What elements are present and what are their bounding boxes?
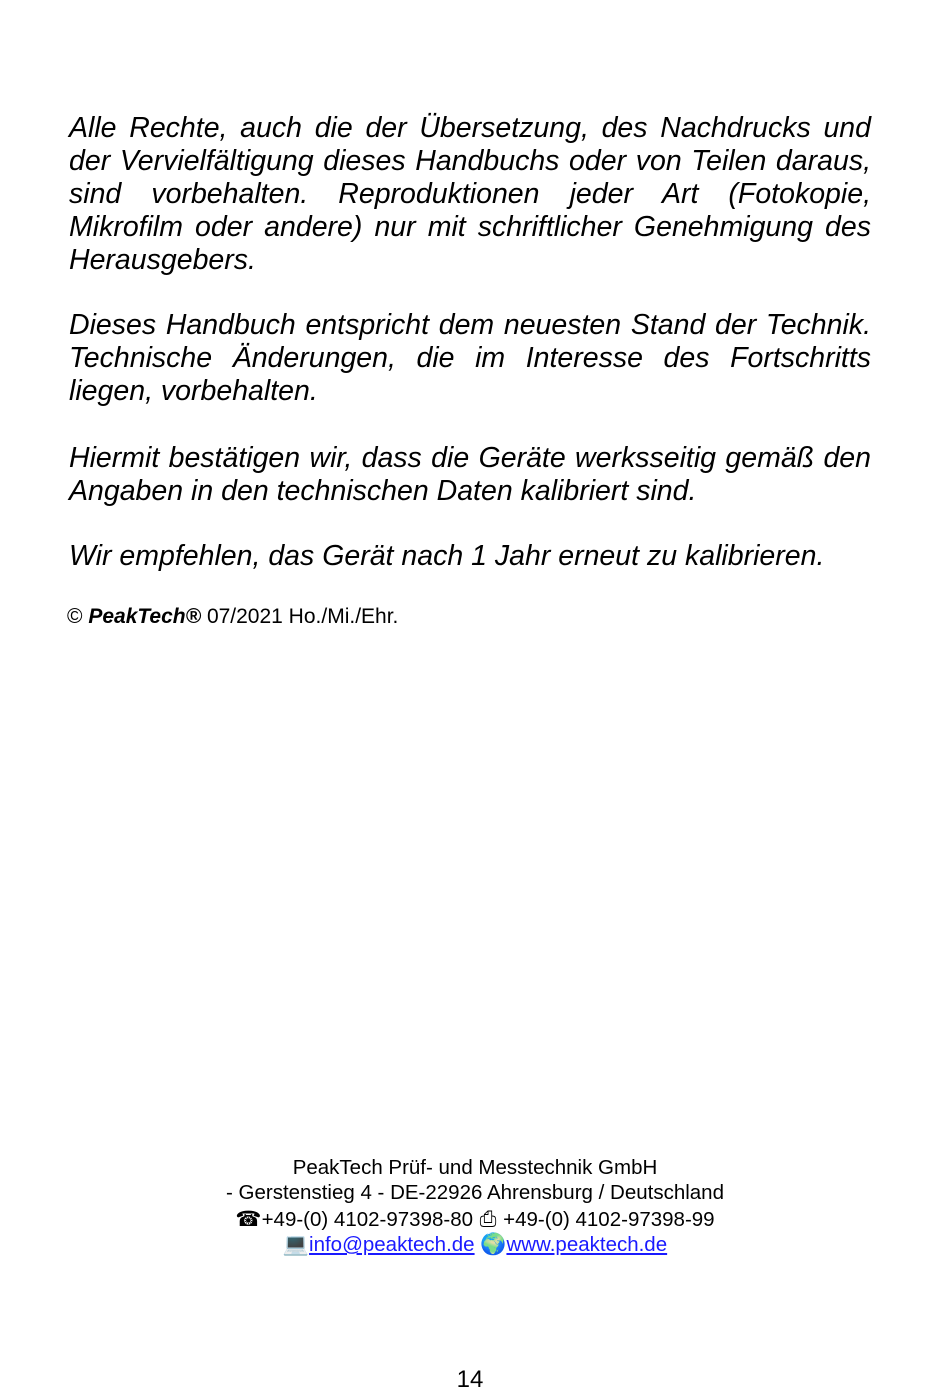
copyright-symbol: © bbox=[67, 605, 83, 628]
paragraph-technology: Dieses Handbuch entspricht dem neuesten Stand der Technik. Technische Änderungen, die im Interesse des Fortschritts liegen, vorbehalten. bbox=[69, 309, 871, 407]
contact-online bbox=[0, 1232, 950, 1257]
copyright-line bbox=[67, 604, 398, 630]
paragraph-calibration: Hiermit bestätigen wir, dass die Geräte werksseitig gemäß den Angaben in den technischen Daten kalibriert sind. bbox=[69, 442, 871, 507]
footer bbox=[0, 1155, 950, 1257]
fax-icon: ⎙ bbox=[473, 1207, 504, 1231]
paragraph-recommendation: Wir empfehlen, das Gerät nach 1 Jahr erneut zu kalibrieren. bbox=[69, 540, 825, 572]
contact-phone-fax bbox=[0, 1207, 950, 1232]
website-link[interactable]: www.peaktech.de bbox=[506, 1233, 668, 1256]
fax-number: +49-(0) 4102-97398-99 bbox=[503, 1208, 715, 1231]
company-name: PeakTech Prüf- und Messtechnik GmbH bbox=[292, 1156, 658, 1179]
globe-icon: 🌍 bbox=[480, 1232, 507, 1256]
phone-number: +49-(0) 4102-97398-80 bbox=[261, 1208, 473, 1231]
paragraph-rights: Alle Rechte, auch die der Übersetzung, des Nachdrucks und der Vervielfältigung dieses Handbuchs oder von Teilen daraus, sind vorbehalten. Reproduktionen jeder Art (Fotokopie, Mikrofilm oder andere) nur mit schriftlicher Genehmigung des Herausgebers. bbox=[69, 112, 871, 276]
phone-icon: ☎ bbox=[235, 1207, 262, 1231]
page-number: 14 bbox=[456, 1366, 484, 1393]
copyright-date: 07/2021 Ho./Mi./Ehr. bbox=[206, 605, 399, 628]
email-link[interactable]: info@peaktech.de bbox=[309, 1233, 475, 1256]
brand-name: PeakTech® bbox=[88, 605, 202, 628]
computer-icon: 💻 bbox=[282, 1232, 310, 1256]
company-address: - Gerstenstieg 4 - DE-22926 Ahrensburg / Deutschland bbox=[226, 1181, 724, 1204]
